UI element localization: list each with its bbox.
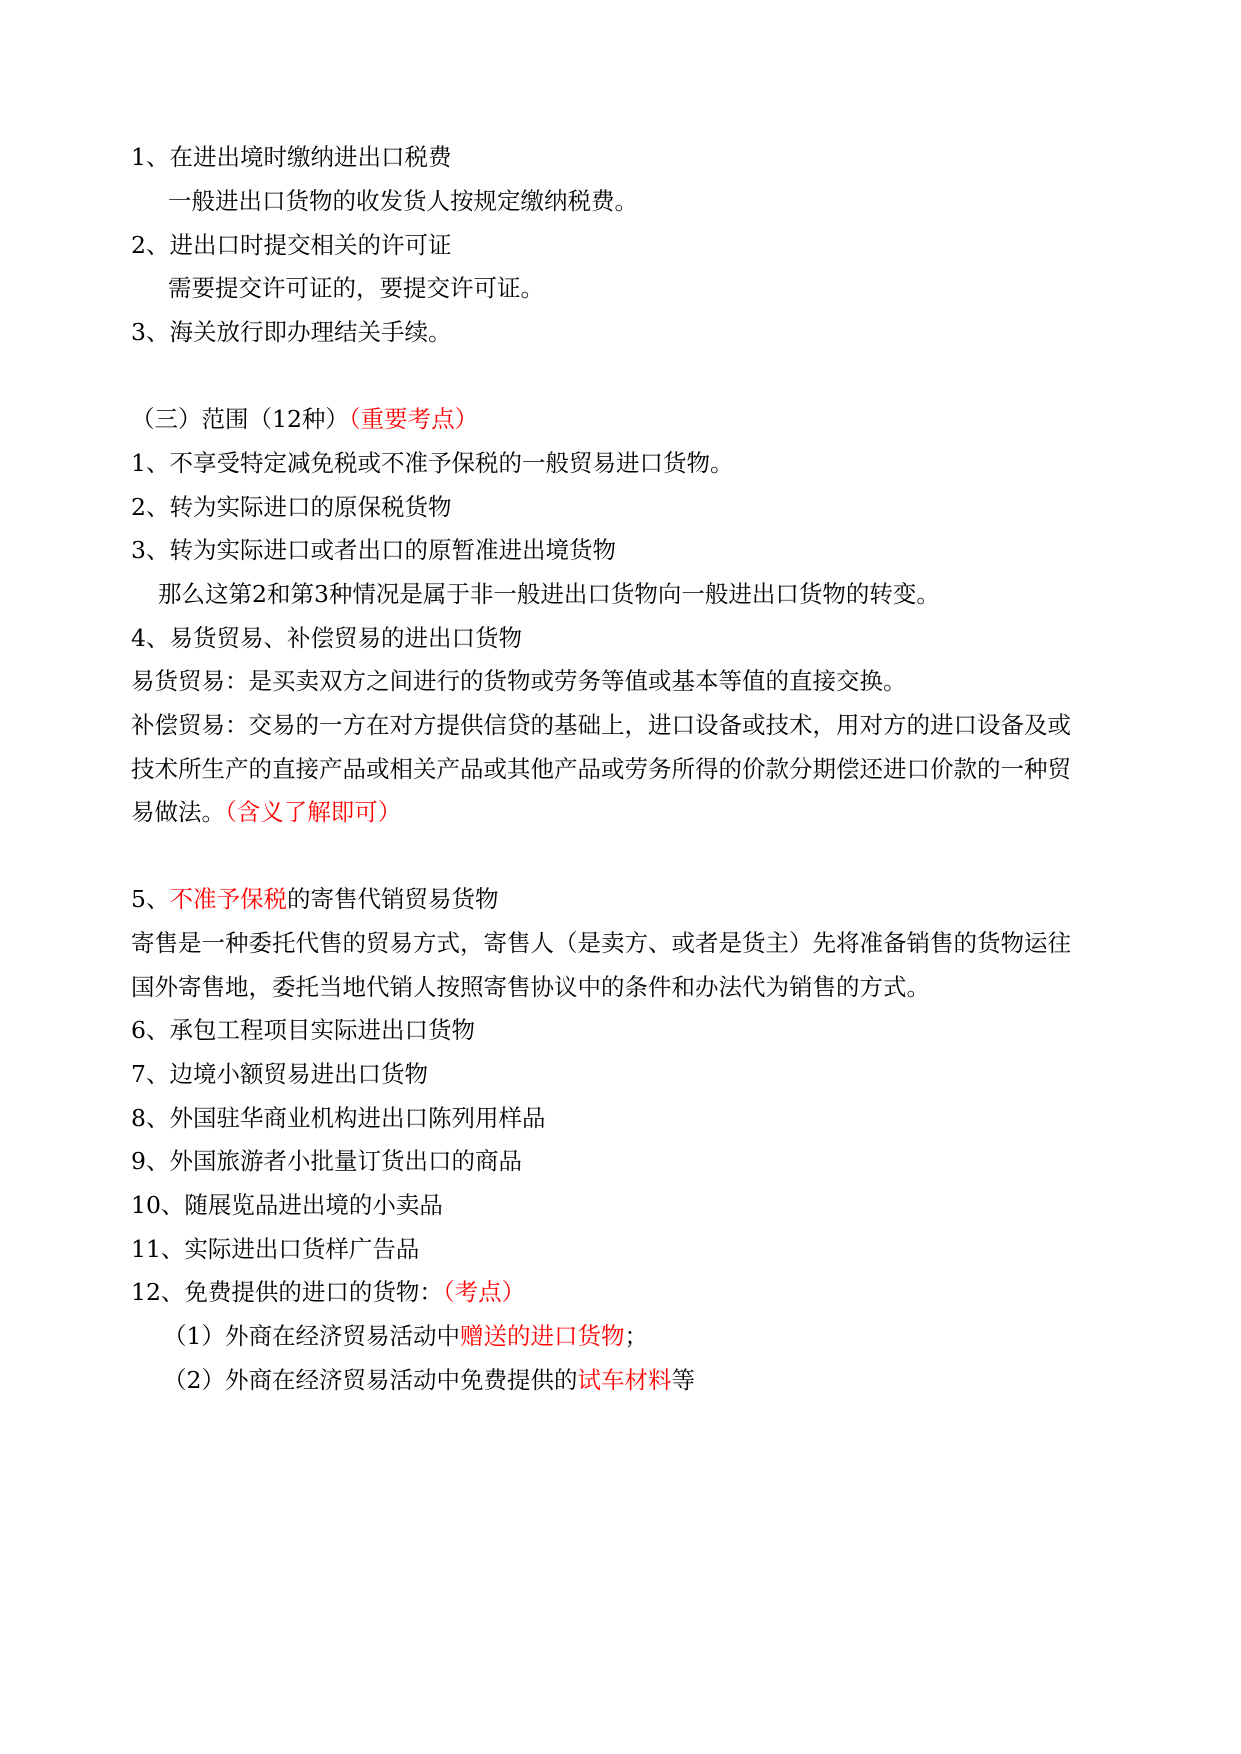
gifted-imports-highlight: 赠送的进口货物 [459,1322,625,1350]
item-2-license: 2、进出口时提交相关的许可证 [131,231,452,259]
scope-item-2: 2、转为实际进口的原保税货物 [131,493,452,521]
scope-item-6: 6、承包工程项目实际进出口货物 [131,1016,475,1044]
compensation-trade-definition-2: 技术所生产的直接产品或相关产品或其他产品或劳务所得的价款分期偿还进口价款的一种贸 [131,755,1071,783]
item-1-pay-taxes: 1、在进出境时缴纳进出口税费 [131,143,452,171]
scope-item-5: 5、不准予保税的寄售代销贸易货物 [131,885,499,913]
scope-item-12: 12、免费提供的进口的货物：（考点） [131,1278,526,1306]
item-1-detail: 一般进出口货物的收发货人按规定缴纳税费。 [168,187,638,215]
scope-item-9: 9、外国旅游者小批量订货出口的商品 [131,1147,522,1175]
barter-trade-definition: 易货贸易：是买卖双方之间进行的货物或劳务等值或基本等值的直接交换。 [131,667,907,695]
exam-point-note: （考点） [442,1278,526,1306]
scope-item-11: 11、实际进出口货样广告品 [131,1235,420,1263]
scope-item-3: 3、转为实际进口或者出口的原暂准进出境货物 [131,536,616,564]
scope-item-1: 1、不享受特定减免税或不准予保税的一般贸易进口货物。 [131,449,734,477]
item-3-clearance: 3、海关放行即办理结关手续。 [131,318,452,346]
understand-meaning-note: （含义了解即可） [225,798,402,826]
scope-item-12-sub-2: （2）外商在经济贸易活动中免费提供的试车材料等 [163,1366,695,1394]
key-point-note: （重要考点） [348,405,479,433]
not-bonded-highlight: 不准予保税 [169,885,287,913]
item-2-detail: 需要提交许可证的，要提交许可证。 [168,274,544,302]
scope-item-7: 7、边境小额贸易进出口货物 [131,1060,428,1088]
consignment-definition-2: 国外寄售地，委托当地代销人按照寄售协议中的条件和办法代为销售的方式。 [131,973,930,1001]
scope-item-10: 10、随展览品进出境的小卖品 [131,1191,443,1219]
compensation-trade-definition-3: 易做法。（含义了解即可） [131,798,402,826]
scope-item-8: 8、外国驻华商业机构进出口陈列用样品 [131,1104,546,1132]
compensation-trade-definition-1: 补偿贸易：交易的一方在对方提供信贷的基础上，进口设备或技术，用对方的进口设备及或 [131,711,1071,739]
section-heading-scope: （三）范围（12种）（重要考点） [131,405,479,433]
scope-item-3-note: 那么这第2和第3种情况是属于非一般进出口货物向一般进出口货物的转变。 [158,580,940,608]
consignment-definition-1: 寄售是一种委托代售的贸易方式，寄售人（是卖方、或者是货主）先将准备销售的货物运往 [131,929,1071,957]
scope-item-12-sub-1: （1）外商在经济贸易活动中赠送的进口货物； [163,1322,648,1350]
scope-item-4: 4、易货贸易、补偿贸易的进出口货物 [131,624,522,652]
test-run-materials-highlight: 试车材料 [577,1366,672,1394]
